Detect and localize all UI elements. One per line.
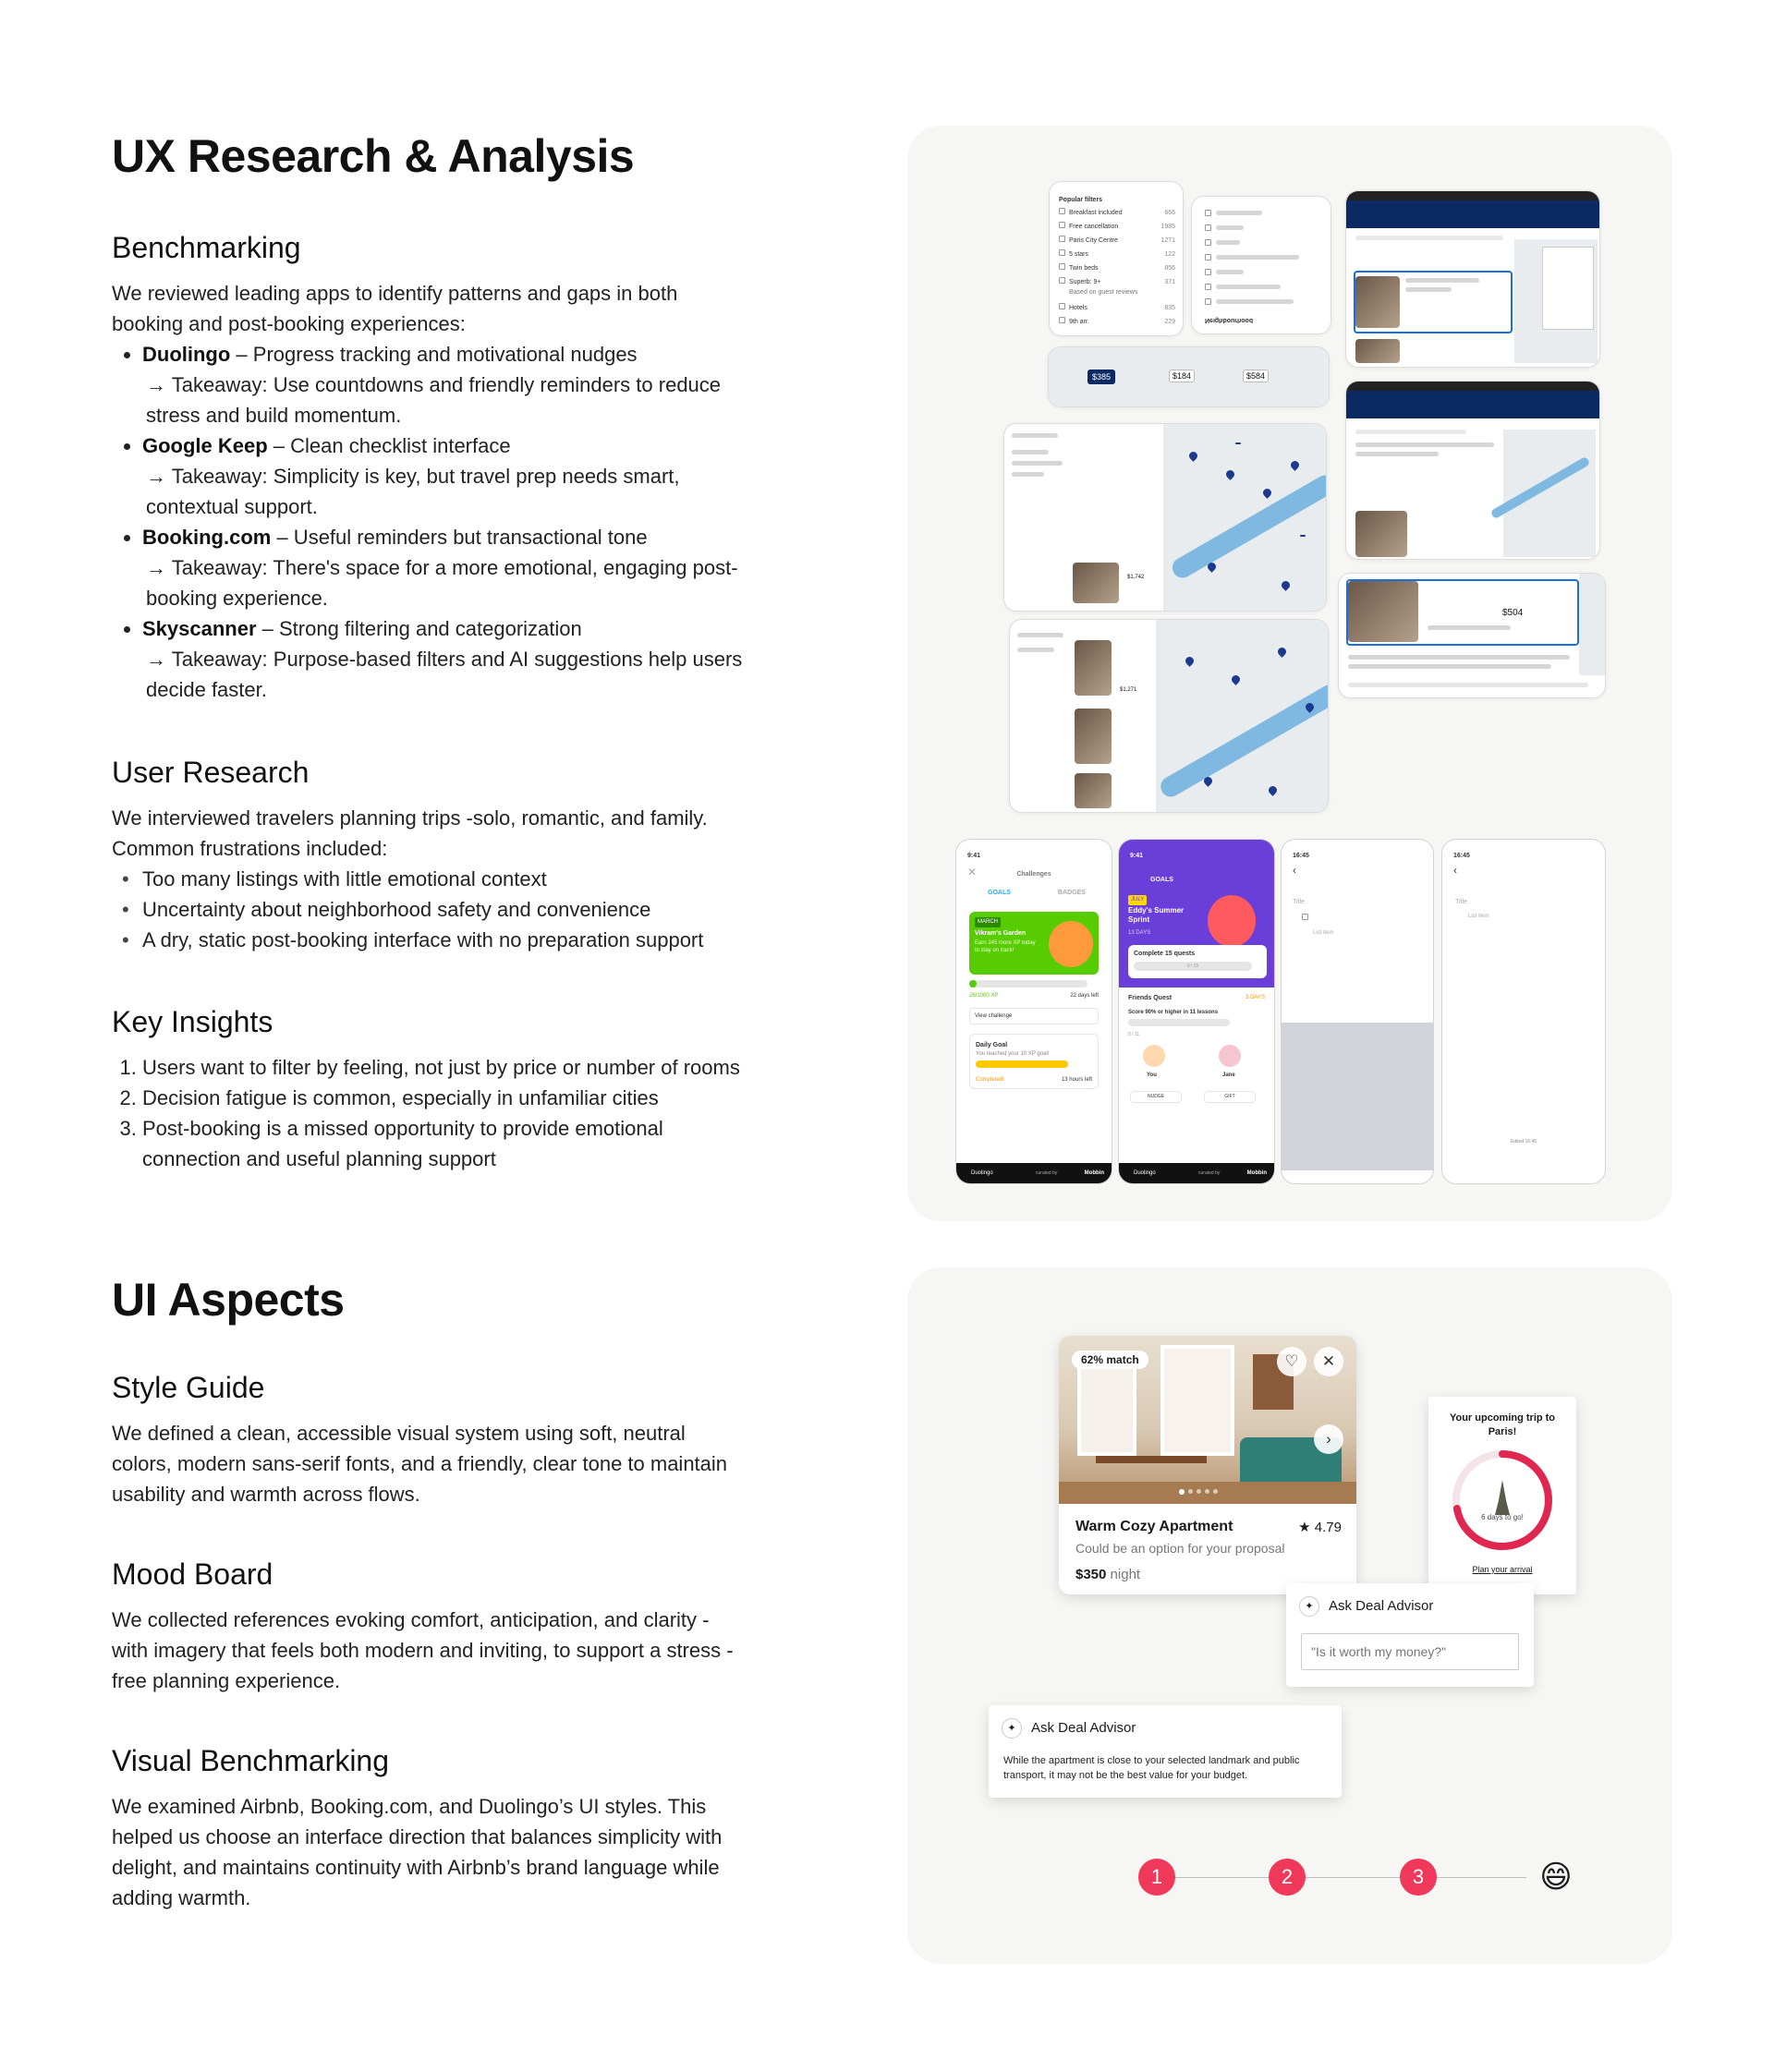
list-item: • A dry, static post-booking interface with no preparation support: [142, 925, 749, 955]
research-section: [112, 129, 749, 183]
benchmark-list: [112, 339, 749, 705]
list-item: 2. Decision fatigue is common, especially in unfamiliar cities: [142, 1083, 749, 1113]
back-icon[interactable]: ‹: [1453, 864, 1457, 877]
list-item-field[interactable]: List item: [1313, 930, 1334, 936]
status-time: 16:45: [1293, 853, 1309, 859]
benchmarking-intro: We reviewed leading apps to identify patterns and gaps in both booking and post-booking experiences:: [112, 282, 678, 335]
status-time: 9:41: [1130, 853, 1144, 859]
advisor-title: Ask Deal Advisor: [1031, 1720, 1136, 1736]
mirrored-filters-screenshot: [1191, 196, 1331, 334]
filter-note: Based on guest reviews: [1069, 289, 1138, 296]
edited-time: Edited 16:45: [1510, 1139, 1537, 1145]
chevron-right-icon[interactable]: ›: [1314, 1424, 1343, 1454]
eiffel-tower-icon: [1495, 1480, 1510, 1515]
mood-board-heading: Mood Board: [112, 1557, 273, 1591]
carousel-dots: [1179, 1489, 1218, 1495]
close-icon: ✕: [967, 866, 978, 878]
mood-board-text: We collected references evoking comfort, anticipation, and clarity - with imagery that feels both modern and inviting, to support a stress - free planning experience.: [112, 1608, 734, 1692]
map-list-screenshot: [1003, 423, 1327, 612]
back-icon[interactable]: ‹: [1293, 864, 1296, 877]
duolingo-challenges-screenshot: [955, 839, 1112, 1184]
avatar: [1219, 1045, 1241, 1067]
filter-rows: [1059, 208, 1175, 331]
list-item: • Google Keep – Clean checklist interface → Takeaway: Simplicity is key, but travel prep needs smart, contextual support.: [142, 430, 749, 522]
listing-price: $350 night: [1075, 1567, 1141, 1582]
filter-row: Hotels 835: [1059, 303, 1175, 317]
filters-screenshot: [1049, 181, 1184, 336]
friends-days: 3 DAYS: [1245, 995, 1265, 1000]
daily-goal-card: Daily Goal You reached your 10 XP goal! Completed! 13 hours left: [969, 1034, 1099, 1089]
close-icon[interactable]: ✕: [1314, 1347, 1343, 1376]
step-2[interactable]: 2: [1269, 1859, 1306, 1896]
view-challenge-button[interactable]: View challenge: [969, 1008, 1099, 1024]
gift-button[interactable]: GIFT: [1204, 1091, 1256, 1103]
star-icon: ★: [1298, 1520, 1315, 1535]
filter-row: Twin beds 856: [1059, 263, 1175, 277]
map-strip-screenshot: [1048, 346, 1330, 407]
days-left: 22 days left: [1070, 993, 1099, 999]
duolingo-quests-screenshot: [1118, 839, 1275, 1184]
tab-badges: BADGES: [1058, 890, 1086, 896]
benchmark-collage-panel: [907, 126, 1672, 1221]
list-item-field[interactable]: List item: [1468, 914, 1489, 919]
price-tag: $184: [1169, 370, 1195, 382]
listing-price: $504: [1500, 607, 1525, 619]
visual-benchmarking-heading: Visual Benchmarking: [112, 1744, 390, 1777]
booking-card-screenshot: [1338, 573, 1606, 698]
countdown-ring: [1449, 1447, 1556, 1554]
list-item: • Duolingo – Progress tracking and motivational nudges → Takeaway: Use countdowns and friendly reminders to reduce stress and build momentum.: [142, 339, 749, 430]
user-research-heading: User Research: [112, 756, 310, 789]
ui-section: [112, 1273, 749, 1327]
status-time: 16:45: [1453, 853, 1470, 859]
user-research-intro: We interviewed travelers planning trips -solo, romantic, and family. Common frustrations included:: [112, 806, 708, 860]
keep-keyboard-screenshot: [1281, 839, 1434, 1184]
style-guide-block: [112, 1371, 749, 1509]
section-title: UX Research & Analysis: [112, 130, 635, 182]
list-item: 1. Users want to filter by feeling, not just by price or number of rooms: [142, 1052, 749, 1083]
screen-title: Challenges: [1016, 871, 1051, 878]
avatar: [1143, 1045, 1165, 1067]
tab-goals: GOALS: [1150, 877, 1173, 883]
filter-row: Paris City Centre 1271: [1059, 236, 1175, 249]
list-item: • Booking.com – Useful reminders but transactional tone → Takeaway: There's space for a more emotional, engaging post-booking experience.: [142, 522, 749, 613]
sparkle-icon: ✦: [1002, 1718, 1022, 1739]
keyboard: [1282, 1023, 1433, 1170]
list-item: • Too many listings with little emotional context: [142, 864, 749, 894]
filter-row: Free cancellation 1985: [1059, 222, 1175, 236]
mobbin-footer: Duolingo curated by Mobbin: [1119, 1163, 1274, 1183]
listing-price: $1,742: [1124, 574, 1147, 581]
booking-browser-screenshot: [1345, 381, 1600, 560]
style-guide-heading: Style Guide: [112, 1371, 265, 1404]
map-list-screenshot: [1009, 619, 1329, 813]
plan-arrival-link[interactable]: Plan your arrival: [1472, 1565, 1533, 1574]
status-time: 9:41: [967, 853, 981, 859]
match-badge: 62% match: [1072, 1351, 1148, 1369]
advisor-question-input[interactable]: [1301, 1633, 1519, 1670]
filter-row: 9th arr. 229: [1059, 317, 1175, 331]
challenge-card: MARCH Vikram's Garden Earn 245 more XP today to stay on track!: [969, 912, 1099, 975]
listing-title: Warm Cozy Apartment: [1075, 1519, 1233, 1534]
deal-advisor-input-card: [1286, 1583, 1534, 1687]
mobbin-footer: Duolingo curated by Mobbin: [956, 1163, 1112, 1183]
listing-subtitle: Could be an option for your proposal: [1075, 1541, 1285, 1556]
smile-emoji-icon: 😄: [1539, 1860, 1573, 1895]
friends-quest-title: Friends Quest: [1128, 995, 1173, 1001]
filters-title: Popular filters: [1059, 197, 1103, 203]
xp-progress: 26/1000 XP: [969, 993, 999, 999]
frustrations-list: [112, 864, 749, 955]
month-badge: JULY: [1128, 895, 1147, 905]
insights-list: [112, 1052, 749, 1174]
list-item: • Uncertainty about neighborhood safety and convenience: [142, 894, 749, 925]
listing-price: $1,271: [1117, 686, 1139, 694]
price-tag: $385: [1087, 370, 1115, 384]
nudge-button[interactable]: NUDGE: [1130, 1091, 1182, 1103]
countdown-text: 6 days to go!: [1481, 1513, 1524, 1521]
title-field[interactable]: Title: [1293, 899, 1305, 905]
heart-icon[interactable]: ♡: [1277, 1347, 1306, 1376]
steps-connector: [1157, 1877, 1526, 1878]
keep-note-screenshot: [1441, 839, 1606, 1184]
filter-row: Superb: 9+ 371: [1059, 277, 1175, 287]
list-item: • Skyscanner – Strong filtering and categorization → Takeaway: Purpose-based filters and AI suggestions help users decide faster.: [142, 613, 749, 705]
ui-collage-panel: [907, 1267, 1672, 1964]
filter-row: 5 stars 122: [1059, 249, 1175, 263]
key-insights-block: [112, 1005, 749, 1174]
list-item: 3. Post-booking is a missed opportunity to provide emotional connection and useful planning support: [142, 1113, 749, 1174]
booking-listing-screenshot: [1345, 190, 1600, 368]
score-text: Score 90% or higher in 11 lessons: [1128, 1010, 1219, 1015]
benchmarking-block: [112, 231, 749, 705]
listing-card[interactable]: [1059, 1336, 1356, 1594]
mirrored-title: Neighbourhood: [1205, 317, 1254, 323]
sprint-days: 13 DAYS: [1128, 930, 1151, 936]
score-progress: 0 / 11: [1128, 1032, 1140, 1037]
price-tag: $584: [1243, 370, 1269, 382]
listing-rating: ★ 4.79: [1298, 1520, 1342, 1535]
visual-benchmarking-text: We examined Airbnb, Booking.com, and Duolingo’s UI styles. This helped us choose an interface direction that balances simplicity with delight, and maintains continuity with Airbnb’s brand language while adding warmth.: [112, 1795, 723, 1909]
friend-name: Jane: [1222, 1072, 1235, 1078]
sparkle-icon: ✦: [1299, 1596, 1319, 1617]
mood-board-block: [112, 1557, 749, 1696]
key-insights-heading: Key Insights: [112, 1005, 273, 1038]
sprint-title: Eddy's Summer Sprint: [1128, 906, 1185, 924]
step-3[interactable]: 3: [1400, 1859, 1437, 1896]
advisor-title: Ask Deal Advisor: [1329, 1598, 1434, 1614]
visual-benchmarking-block: [112, 1744, 749, 1913]
filter-row: Breakfast included 666: [1059, 208, 1175, 222]
step-1[interactable]: 1: [1138, 1859, 1175, 1896]
quest-card: Complete 15 quests 0 / 15: [1128, 945, 1267, 978]
tab-goals: GOALS: [988, 890, 1011, 896]
trip-title: Your upcoming trip to Paris!: [1449, 1412, 1556, 1437]
friend-name: You: [1147, 1072, 1157, 1078]
section-title: UI Aspects: [112, 1274, 345, 1326]
title-field[interactable]: Title: [1455, 899, 1467, 905]
benchmarking-heading: Benchmarking: [112, 231, 301, 264]
deal-advisor-reply-card: [989, 1705, 1342, 1798]
user-research-block: [112, 756, 749, 955]
upcoming-trip-card: [1428, 1397, 1576, 1594]
advisor-reply-text: While the apartment is close to your selected landmark and public transport, it may not be the best value for your budget.: [1003, 1755, 1300, 1781]
style-guide-text: We defined a clean, accessible visual system using soft, neutral colors, modern sans-serif fonts, and a friendly, clear tone to maintain usability and warmth across flows.: [112, 1422, 728, 1506]
